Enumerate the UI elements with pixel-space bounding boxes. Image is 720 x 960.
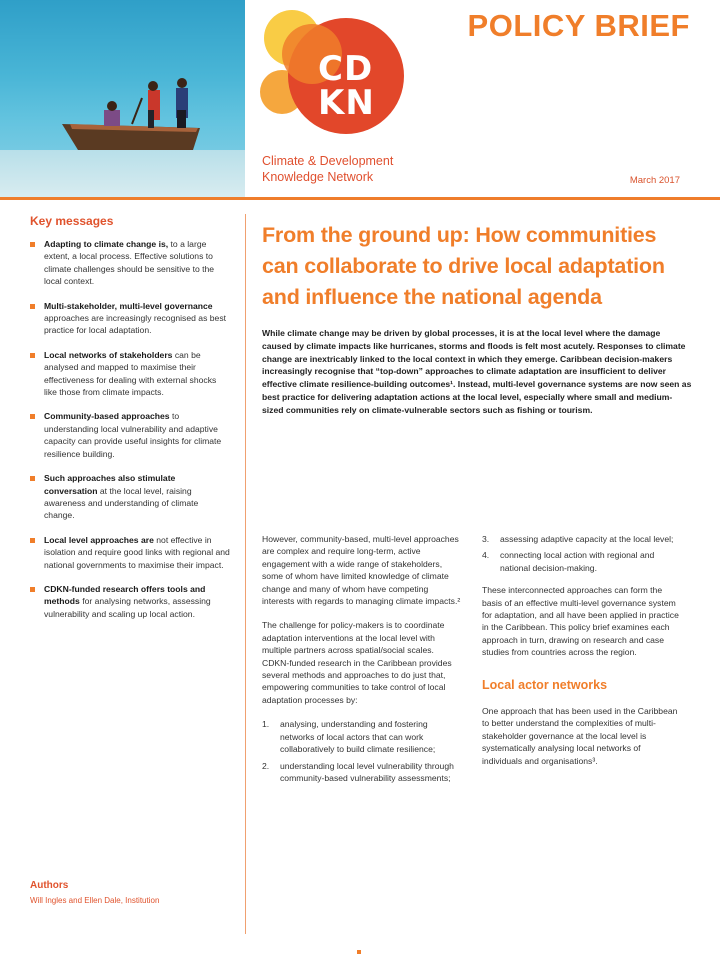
sidebar-divider — [245, 214, 246, 934]
logo-letters-bottom: KN — [318, 83, 375, 123]
key-message-text: can be analysed and mapped to maximise their effectiveness for dealing with external shocks like those from climate impacts. — [44, 349, 217, 398]
key-message-text: not effective in isolation and require good links with regional and national governments to maximise their impact. — [44, 534, 230, 570]
key-message-lead: Such approaches also stimulate conversation — [44, 473, 176, 496]
page-marker — [357, 950, 361, 954]
network-name-line2: Knowledge Network — [262, 170, 374, 184]
key-message-item — [30, 349, 230, 399]
list-number: 1. — [262, 719, 270, 730]
logo-letters — [318, 49, 398, 123]
key-message-text: for analysing networks, assessing vulnerability and scaling up local action. — [44, 596, 211, 619]
numbered-list-item — [262, 760, 462, 785]
network-name — [262, 153, 393, 185]
key-message-text: approaches are increasingly recognised as best practice for local adaptation. — [44, 313, 227, 336]
section-title-local-actor-networks: Local actor networks — [482, 677, 608, 692]
list-number: 3. — [482, 534, 490, 544]
page-header — [0, 0, 720, 200]
list-text: understanding local level vulnerability through community-based vulnerability assessments; — [280, 760, 454, 783]
key-message-item — [30, 410, 230, 460]
body-paragraph: These interconnected approaches can form the basis of an effective multi-level governance system for adaptation, and all have been applied in practice in the Caribbean. This policy brief examines each approach in turn, drawing on research and case studies from countries across the region. — [482, 585, 679, 658]
body-column-right — [482, 533, 682, 779]
key-messages-sidebar — [30, 214, 230, 914]
list-number: 4. — [482, 550, 490, 561]
list-text: connecting local action with regional and national decision-making. — [500, 550, 655, 573]
key-message-lead: Local level approaches are — [44, 534, 154, 545]
body-column-left — [262, 533, 462, 794]
list-text: analysing, understanding and fostering networks of local actors that can work collaboratively to build climate resilience; — [280, 719, 436, 755]
numbered-list-item — [482, 549, 682, 574]
key-message-item — [30, 238, 230, 288]
key-messages-list — [30, 238, 230, 620]
header-rule — [0, 197, 720, 200]
key-message-lead: Local networks of stakeholders — [44, 349, 173, 360]
key-message-item — [30, 583, 230, 620]
key-message-text: at the local level, raising awareness and understanding of climate change. — [44, 485, 199, 521]
key-message-lead: Community-based approaches — [44, 411, 170, 422]
key-message-text: to understanding local vulnerability and adaptive capacity can provide useful insights for climate resilience building. — [44, 411, 222, 459]
list-number: 2. — [262, 760, 270, 771]
publication-date: March 2017 — [629, 175, 680, 186]
key-message-item — [30, 300, 230, 337]
key-messages-title: Key messages — [30, 214, 114, 228]
body-paragraph: One approach that has been used in the Caribbean to better understand the complexities of multi-stakeholder governance at the local level is systematically analysing local networks of individuals and organisations³. — [482, 706, 678, 766]
article-title: From the ground up: How communities can collaborate to drive local adaptation and influence the national agenda — [262, 223, 665, 309]
network-name-line1: Climate & Development — [262, 154, 394, 168]
key-message-lead: CDKN-funded research offers tools and methods — [44, 583, 206, 607]
key-message-lead: Multi-stakeholder, multi-level governance — [44, 300, 213, 311]
key-message-lead: Adapting to climate change is, — [44, 239, 169, 249]
logo-letters-top: CD — [318, 49, 374, 89]
key-message-item — [30, 472, 230, 522]
main-article — [262, 220, 692, 417]
body-paragraph: The challenge for policy-makers is to coordinate adaptation interventions at the local level with multiple partners across spatial/social scales. CDKN-funded research in the Caribbean provides several methods and approaches to do just that, empowering communities to take control of local adaptation processes by: — [262, 620, 452, 705]
key-message-text: to a large extent, a local process. Effective solutions to climate challenges should be sensitive to the local context. — [44, 239, 215, 287]
numbered-list — [262, 718, 462, 784]
numbered-list-item — [482, 533, 682, 545]
cover-photo — [0, 0, 245, 197]
numbered-list — [482, 533, 682, 574]
article-lead: While climate change may be driven by global processes, it is at the local level where the damage caused by climate impacts like hurricanes, storms and floods is felt most acutely. Responses to climate change are inextricably linked to the local context in which they emerge. Caribbean decision-makers increasingly recognise that “top-down” approaches to climate adaptation are insufficient to deliver effective climate resilience-building outcomes¹. Instead, multi-level governance systems are now seen as best practice for delivering adaptation actions at the local level, especially where small and medium-sized communities rely on climate-vulnerable sectors such as fishing or tourism. — [262, 328, 692, 415]
key-message-item — [30, 534, 230, 571]
policy-brief-title: POLICY BRIEF — [467, 8, 690, 43]
authors-title: Authors — [30, 880, 69, 891]
list-text: assessing adaptive capacity at the local level; — [500, 534, 674, 544]
body-paragraph: However, community-based, multi-level approaches are complex and require long-term, active engagement with a wide range of stakeholders, some of whom have limited knowledge of climate change and many of whom have competing interests with regards to managing climate impacts.² — [262, 534, 461, 607]
authors-names: Will Ingles and Ellen Dale, Institution — [30, 896, 160, 905]
numbered-list-item — [262, 718, 462, 755]
boat-illustration — [0, 0, 245, 197]
